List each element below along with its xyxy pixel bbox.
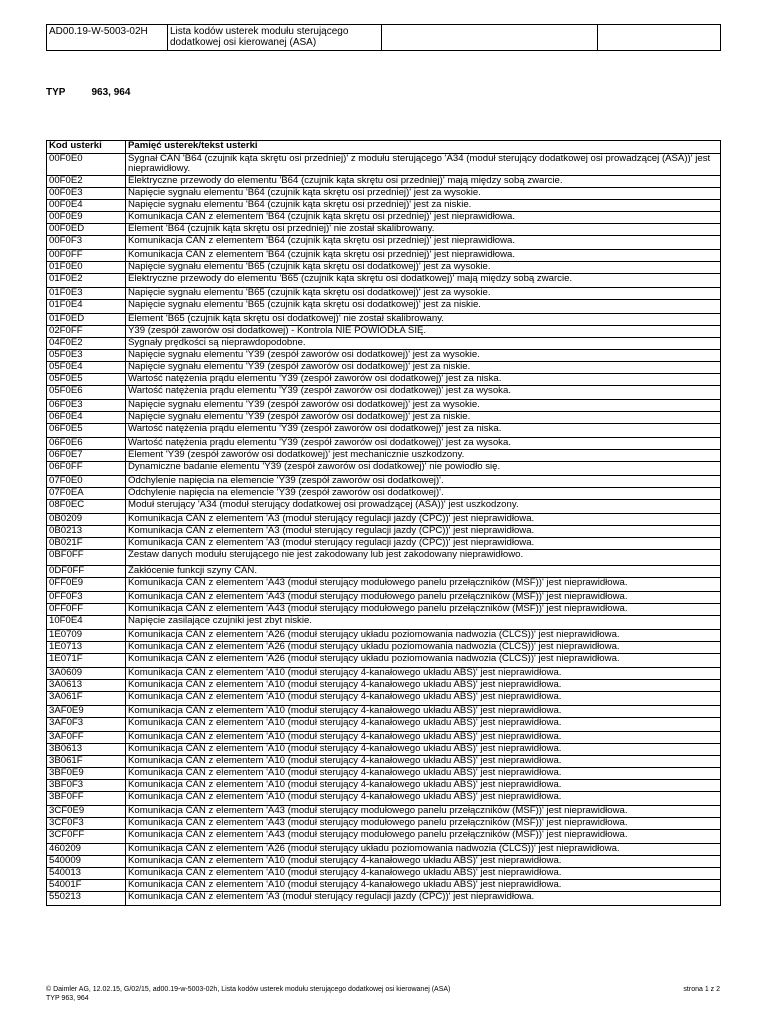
column-header-text: Pamięć usterek/tekst usterki: [126, 141, 721, 154]
fault-code: 08F0EC: [47, 500, 126, 514]
fault-description: Dynamiczne badanie elementu 'Y39 (zespół zaworów osi dodatkowej)' nie powiodło się.: [126, 462, 721, 476]
table-row: [47, 514, 721, 526]
table-row: [47, 538, 721, 550]
table-row: [47, 200, 721, 212]
fault-code: 04F0E2: [47, 338, 126, 350]
fault-code: 460209: [47, 844, 126, 856]
fault-code: 01F0E2: [47, 274, 126, 288]
fault-description: Napięcie sygnału elementu 'B64 (czujnik kąta skrętu osi przedniej)' jest za niskie.: [126, 200, 721, 212]
table-row: [47, 374, 721, 386]
fault-code: 540013: [47, 868, 126, 880]
table-row: [47, 844, 721, 856]
table-row: [47, 488, 721, 500]
fault-code: 0FF0E9: [47, 578, 126, 592]
table-row: [47, 274, 721, 288]
fault-code: 10F0E4: [47, 616, 126, 630]
model-type-line: [46, 87, 130, 99]
table-row: [47, 424, 721, 438]
table-row: [47, 212, 721, 224]
table-row: [47, 188, 721, 200]
fault-code: 0BF0FF: [47, 550, 126, 566]
table-row: [47, 338, 721, 350]
fault-code: 3A0609: [47, 668, 126, 680]
fault-description: Wartość natężenia prądu elementu 'Y39 (zespół zaworów osi dodatkowej)' jest za wysoka.: [126, 438, 721, 450]
fault-code: 00F0ED: [47, 224, 126, 236]
fault-code-rows: [47, 154, 721, 906]
fault-description: Komunikacja CAN z elementem 'A10 (moduł sterujący 4-kanałowego układu ABS)' jest nieprawidłowa.: [126, 706, 721, 718]
table-row: [47, 892, 721, 906]
fault-code: 0B0213: [47, 526, 126, 538]
fault-description: Komunikacja CAN z elementem 'A10 (moduł sterujący 4-kanałowego układu ABS)' jest nieprawidłowa.: [126, 692, 721, 706]
fault-code: 550213: [47, 892, 126, 906]
page-number: strona 1 z 2: [683, 986, 720, 993]
fault-code: 0B0209: [47, 514, 126, 526]
document-header-row: [47, 25, 721, 51]
fault-code: 05F0E6: [47, 386, 126, 400]
table-row: [47, 668, 721, 680]
table-row: [47, 680, 721, 692]
fault-code: 3A061F: [47, 692, 126, 706]
fault-code: 1E0709: [47, 630, 126, 642]
table-row: [47, 830, 721, 844]
fault-description: Komunikacja CAN z elementem 'A10 (moduł sterujący 4-kanałowego układu ABS)' jest nieprawidłowa.: [126, 668, 721, 680]
fault-code: 3B061F: [47, 756, 126, 768]
fault-description: Komunikacja CAN z elementem 'A26 (moduł sterujący układu poziomowania nadwozia (CLCS))' jest nieprawidłowa.: [126, 844, 721, 856]
fault-description: Sygnały prędkości są nieprawdopodobne.: [126, 338, 721, 350]
table-row: [47, 880, 721, 892]
fault-description: Wartość natężenia prądu elementu 'Y39 (zespół zaworów osi dodatkowej)' jest za wysoka.: [126, 386, 721, 400]
fault-code: 06F0FF: [47, 462, 126, 476]
fault-description: Elektryczne przewody do elementu 'B64 (czujnik kąta skrętu osi przedniej)' mają między sobą zwarcie.: [126, 176, 721, 188]
table-row: [47, 236, 721, 250]
fault-description: Element 'Y39 (zespół zaworów osi dodatkowej)' jest mechanicznie uszkodzony.: [126, 450, 721, 462]
table-row: [47, 154, 721, 176]
fault-description: Komunikacja CAN z elementem 'A10 (moduł sterujący 4-kanałowego układu ABS)' jest nieprawidłowa.: [126, 718, 721, 732]
fault-code: 3AF0FF: [47, 732, 126, 744]
table-row: [47, 362, 721, 374]
fault-description: Napięcie sygnału elementu 'B65 (czujnik kąta skrętu osi dodatkowej)' jest za wysokie.: [126, 288, 721, 300]
table-row: [47, 462, 721, 476]
fault-code: 01F0E0: [47, 262, 126, 274]
fault-description: Komunikacja CAN z elementem 'A10 (moduł sterujący 4-kanałowego układu ABS)' jest nieprawidłowa.: [126, 880, 721, 892]
fault-code: 3A0613: [47, 680, 126, 692]
fault-code: 54001F: [47, 880, 126, 892]
fault-code: 540009: [47, 856, 126, 868]
fault-description: Komunikacja CAN z elementem 'A10 (moduł sterujący 4-kanałowego układu ABS)' jest nieprawidłowa.: [126, 856, 721, 868]
table-row: [47, 706, 721, 718]
fault-description: Komunikacja CAN z elementem 'A10 (moduł sterujący 4-kanałowego układu ABS)' jest nieprawidłowa.: [126, 792, 721, 806]
fault-code: 00F0E2: [47, 176, 126, 188]
table-row: [47, 250, 721, 262]
table-row: [47, 616, 721, 630]
fault-code: 06F0E4: [47, 412, 126, 424]
header-empty-cell: [598, 25, 721, 51]
fault-code: 0B021F: [47, 538, 126, 550]
doc-id: AD00.19-W-5003-02H: [47, 25, 168, 51]
table-row: [47, 412, 721, 424]
fault-description: Komunikacja CAN z elementem 'A43 (moduł sterujący modułowego panelu przełączników (MSF))' jest nieprawidłowa.: [126, 818, 721, 830]
fault-code: 0DF0FF: [47, 566, 126, 578]
fault-description: Elektryczne przewody do elementu 'B65 (czujnik kąta skrętu osi dodatkowej)' mają między sobą zwarcie.: [126, 274, 721, 288]
table-row: [47, 526, 721, 538]
fault-description: Komunikacja CAN z elementem 'A26 (moduł sterujący układu poziomowania nadwozia (CLCS))' jest nieprawidłowa.: [126, 642, 721, 654]
column-header-code: Kod usterki: [47, 141, 126, 154]
table-row: [47, 288, 721, 300]
table-row: [47, 780, 721, 792]
table-row: [47, 732, 721, 744]
fault-code: 3BF0F3: [47, 780, 126, 792]
table-row: [47, 550, 721, 566]
table-row: [47, 792, 721, 806]
fault-code: 02F0FF: [47, 326, 126, 338]
fault-code: 01F0E3: [47, 288, 126, 300]
table-row: [47, 642, 721, 654]
fault-description: Komunikacja CAN z elementem 'B64 (czujnik kąta skrętu osi przedniej)' jest nieprawidłowa.: [126, 236, 721, 250]
fault-description: Napięcie zasilające czujniki jest zbyt niskie.: [126, 616, 721, 630]
table-row: [47, 756, 721, 768]
fault-code: 06F0E5: [47, 424, 126, 438]
fault-code: 06F0E3: [47, 400, 126, 412]
fault-description: Element 'B65 (czujnik kąta skrętu osi dodatkowej)' nie został skalibrowany.: [126, 314, 721, 326]
fault-description: Sygnał CAN 'B64 (czujnik kąta skrętu osi przedniej)' z modułu sterującego 'A34 (moduł sterujący dodatkowej osi prowadzącej (ASA))' jest nieprawidłowy.: [126, 154, 721, 176]
table-row: [47, 326, 721, 338]
fault-code: 01F0ED: [47, 314, 126, 326]
fault-description: Komunikacja CAN z elementem 'A10 (moduł sterujący 4-kanałowego układu ABS)' jest nieprawidłowa.: [126, 744, 721, 756]
table-row: [47, 262, 721, 274]
fault-description: Komunikacja CAN z elementem 'A43 (moduł sterujący modułowego panelu przełączników (MSF))' jest nieprawidłowa.: [126, 578, 721, 592]
fault-code: 00F0E9: [47, 212, 126, 224]
fault-code: 06F0E7: [47, 450, 126, 462]
fault-code: 3BF0FF: [47, 792, 126, 806]
footer-model-type: TYP 963, 964: [46, 994, 89, 1002]
fault-description: Komunikacja CAN z elementem 'B64 (czujnik kąta skrętu osi przedniej)' jest nieprawidłowa.: [126, 250, 721, 262]
table-row: [47, 350, 721, 362]
table-row: [47, 400, 721, 412]
table-row: [47, 818, 721, 830]
fault-description: Wartość natężenia prądu elementu 'Y39 (zespół zaworów osi dodatkowej)' jest za niska.: [126, 424, 721, 438]
fault-code: 05F0E3: [47, 350, 126, 362]
table-row: [47, 768, 721, 780]
fault-description: Wartość natężenia prądu elementu 'Y39 (zespół zaworów osi dodatkowej)' jest za niska.: [126, 374, 721, 386]
fault-code: 05F0E4: [47, 362, 126, 374]
fault-code: 0FF0F3: [47, 592, 126, 604]
fault-description: Komunikacja CAN z elementem 'A3 (moduł sterujący regulacji jazdy (CPC))' jest nieprawidłowa.: [126, 538, 721, 550]
footer-copyright: © Daimler AG, 12.02.15, G/02/15, ad00.19-w-5003-02h, Lista kodów usterek modułu sterującego dodatkowej osi kierowanej (ASA): [46, 986, 451, 993]
table-row: [47, 566, 721, 578]
table-row: [47, 856, 721, 868]
page-footer: [46, 986, 720, 1003]
fault-description: Odchylenie napięcia na elemencie 'Y39 (zespół zaworów osi dodatkowej)'.: [126, 488, 721, 500]
header-empty-cell: [382, 25, 598, 51]
table-row: [47, 806, 721, 818]
fault-code: 00F0E0: [47, 154, 126, 176]
fault-description: Napięcie sygnału elementu 'B65 (czujnik kąta skrętu osi dodatkowej)' jest za niskie.: [126, 300, 721, 314]
fault-code: 1E071F: [47, 654, 126, 668]
doc-title: Lista kodów usterek modułu sterującego dodatkowej osi kierowanej (ASA): [168, 25, 382, 51]
fault-description: Komunikacja CAN z elementem 'A10 (moduł sterujący 4-kanałowego układu ABS)' jest nieprawidłowa.: [126, 756, 721, 768]
fault-description: Komunikacja CAN z elementem 'A26 (moduł sterujący układu poziomowania nadwozia (CLCS))' jest nieprawidłowa.: [126, 630, 721, 642]
fault-code: 3CF0E9: [47, 806, 126, 818]
fault-description: Komunikacja CAN z elementem 'A43 (moduł sterujący modułowego panelu przełączników (MSF))' jest nieprawidłowa.: [126, 604, 721, 616]
fault-description: Zestaw danych modułu sterującego nie jest zakodowany lub jest zakodowany nieprawidłowo.: [126, 550, 721, 566]
fault-code: 00F0FF: [47, 250, 126, 262]
fault-description: Komunikacja CAN z elementem 'A10 (moduł sterujący 4-kanałowego układu ABS)' jest nieprawidłowa.: [126, 780, 721, 792]
fault-code: 3BF0E9: [47, 768, 126, 780]
fault-code: 0FF0FF: [47, 604, 126, 616]
fault-description: Moduł sterujący 'A34 (moduł sterujący dodatkowej osi prowadzącej (ASA))' jest uszkodzony.: [126, 500, 721, 514]
fault-description: Napięcie sygnału elementu 'B64 (czujnik kąta skrętu osi przedniej)' jest za wysokie.: [126, 188, 721, 200]
table-row: [47, 476, 721, 488]
fault-code: 3AF0F3: [47, 718, 126, 732]
table-row: [47, 630, 721, 642]
fault-description: Element 'B64 (czujnik kąta skrętu osi przedniej)' nie został skalibrowany.: [126, 224, 721, 236]
fault-description: Komunikacja CAN z elementem 'A10 (moduł sterujący 4-kanałowego układu ABS)' jest nieprawidłowa.: [126, 768, 721, 780]
fault-code-header-row: [47, 141, 721, 154]
fault-description: Komunikacja CAN z elementem 'A26 (moduł sterujący układu poziomowania nadwozia (CLCS))' jest nieprawidłowa.: [126, 654, 721, 668]
table-row: [47, 868, 721, 880]
fault-description: Zakłócenie funkcji szyny CAN.: [126, 566, 721, 578]
fault-code-table: [46, 140, 721, 906]
fault-code: 01F0E4: [47, 300, 126, 314]
table-row: [47, 604, 721, 616]
document-header-table: [46, 24, 721, 51]
fault-description: Komunikacja CAN z elementem 'B64 (czujnik kąta skrętu osi przedniej)' jest nieprawidłowa.: [126, 212, 721, 224]
table-row: [47, 500, 721, 514]
fault-code: 06F0E6: [47, 438, 126, 450]
model-type-label: TYP: [46, 87, 66, 98]
table-row: [47, 300, 721, 314]
fault-description: Napięcie sygnału elementu 'Y39 (zespół zaworów osi dodatkowej)' jest za niskie.: [126, 412, 721, 424]
fault-description: Napięcie sygnału elementu 'B65 (czujnik kąta skrętu osi dodatkowej)' jest za wysokie.: [126, 262, 721, 274]
model-type-value: 963, 964: [91, 87, 131, 98]
fault-code: 00F0E3: [47, 188, 126, 200]
fault-code: 00F0F3: [47, 236, 126, 250]
fault-description: Komunikacja CAN z elementem 'A43 (moduł sterujący modułowego panelu przełączników (MSF))' jest nieprawidłowa.: [126, 592, 721, 604]
table-row: [47, 744, 721, 756]
fault-code: 1E0713: [47, 642, 126, 654]
fault-description: Napięcie sygnału elementu 'Y39 (zespół zaworów osi dodatkowej)' jest za wysokie.: [126, 400, 721, 412]
fault-description: Komunikacja CAN z elementem 'A3 (moduł sterujący regulacji jazdy (CPC))' jest nieprawidłowa.: [126, 892, 721, 906]
table-row: [47, 438, 721, 450]
fault-code: 3AF0E9: [47, 706, 126, 718]
fault-description: Komunikacja CAN z elementem 'A10 (moduł sterujący 4-kanałowego układu ABS)' jest nieprawidłowa.: [126, 732, 721, 744]
fault-description: Odchylenie napięcia na elemencie 'Y39 (zespół zaworów osi dodatkowej)'.: [126, 476, 721, 488]
table-row: [47, 578, 721, 592]
fault-description: Komunikacja CAN z elementem 'A3 (moduł sterujący regulacji jazdy (CPC))' jest nieprawidłowa.: [126, 526, 721, 538]
fault-description: Komunikacja CAN z elementem 'A3 (moduł sterujący regulacji jazdy (CPC))' jest nieprawidłowa.: [126, 514, 721, 526]
table-row: [47, 654, 721, 668]
fault-code: 3CF0F3: [47, 818, 126, 830]
fault-description: Komunikacja CAN z elementem 'A10 (moduł sterujący 4-kanałowego układu ABS)' jest nieprawidłowa.: [126, 868, 721, 880]
fault-code: 05F0E5: [47, 374, 126, 386]
fault-description: Komunikacja CAN z elementem 'A43 (moduł sterujący modułowego panelu przełączników (MSF))' jest nieprawidłowa.: [126, 806, 721, 818]
fault-code: 07F0EA: [47, 488, 126, 500]
table-row: [47, 592, 721, 604]
fault-code: 00F0E4: [47, 200, 126, 212]
table-row: [47, 224, 721, 236]
table-row: [47, 718, 721, 732]
fault-description: Komunikacja CAN z elementem 'A10 (moduł sterujący 4-kanałowego układu ABS)' jest nieprawidłowa.: [126, 680, 721, 692]
fault-code: 3B0613: [47, 744, 126, 756]
table-row: [47, 450, 721, 462]
fault-description: Komunikacja CAN z elementem 'A43 (moduł sterujący modułowego panelu przełączników (MSF))' jest nieprawidłowa.: [126, 830, 721, 844]
fault-description: Napięcie sygnału elementu 'Y39 (zespół zaworów osi dodatkowej)' jest za niskie.: [126, 362, 721, 374]
fault-code: 3CF0FF: [47, 830, 126, 844]
table-row: [47, 314, 721, 326]
table-row: [47, 176, 721, 188]
table-row: [47, 692, 721, 706]
fault-code: 07F0E0: [47, 476, 126, 488]
fault-description: Napięcie sygnału elementu 'Y39 (zespół zaworów osi dodatkowej)' jest za wysokie.: [126, 350, 721, 362]
fault-description: Y39 (zespół zaworów osi dodatkowej) - Kontrola NIE POWIODŁA SIĘ.: [126, 326, 721, 338]
table-row: [47, 386, 721, 400]
